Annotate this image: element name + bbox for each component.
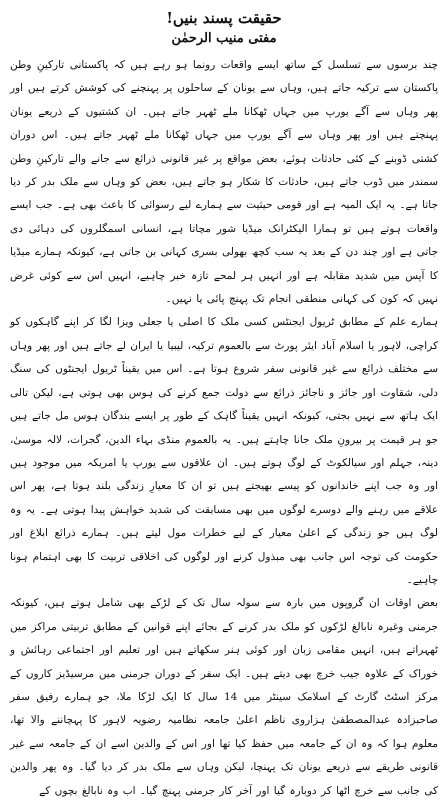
article-paragraph-3: بعض اوقات ان گروپوں میں بارہ سے سولہ سال تک کے لڑکے بھی شامل ہوتے ہیں، کیونکہ جرمنی وغیرہ نابالغ لڑکوں کو ملک بدر کرنے کے بجائے اپنے قوانین کے مطابق تربیتی مراکز میں ٹھہراتے ہیں، انہیں مقامی زبان اور کوئی ہنر سکھاتے ہیں اور تعلیم اور اجتماعی رہائش و خوراک کے علاوہ جیب خرچ بھی دیتے ہیں۔ ایک سفر کے دوران جرمنی میں مرسیڈیز کاروں کے مرکز اسٹٹ گارٹ کے اسلامک سینٹر میں 14 سال کا ایک لڑکا ملا، جو ہمارے رفیق سفر صاحبزادہ عبدالمصطفیٰ ہزاروی ناظم اعلیٰ جامعہ نظامیہ رضویہ لاہور کا پہچاننے والا تھا، معلوم ہوا کہ وہ ان کے جامعہ میں حفظ کیا تھا اور اس کے والدین اسے ان کے جامعہ سے غیر قانونی طریقے سے ذریعے یونان تک پہنچا، لیکن وہاں سے ملک بدر کر دیا گیا۔ وہ پھر والدین کی جانب سے خرچ اٹھا کر دوبارہ گیا اور آخر کار جرمنی پہنچ گیا۔ اب وہ نابالغ بچوں کے bbox=[10, 597, 438, 797]
article-title: حقیقت پسند بنیں! bbox=[166, 9, 282, 27]
article-paragraph-1: چند برسوں سے تسلسل کے ساتھ ایسے واقعات رونما ہو رہے ہیں کہ پاکستانی تارکینِ وطن پاکستان سے ترکیہ جاتے ہیں، وہاں سے یونان کے ساحلوں پر پہنچنے کی کوشش کرتے ہیں اور پھر وہاں سے آگے یورپ میں جہاں ٹھکانا ملے ٹھہر جاتے ہیں۔ ان کشتیوں کے ذریعے یونان پہنچتے ہیں اور پھر وہاں سے آگے یورپ میں جہاں ٹھکانا ملے ٹھہر جاتے ہیں۔ اس دوران کشتی ڈوبنے کے کئی حادثات ہوئے، بعض مواقع پر غیر قانونی ذرائع سے جانے والے تارکینِ وطن سمندر میں ڈوب جاتے ہیں، حادثات کا شکار ہو جاتے ہیں، بعض کو وہاں سے ملک بدر کر دیا جاتا ہے۔ یہ ایک المیہ ہے اور قومی حیثیت سے ہمارے لیے رسوائی کا باعث بھی ہے۔ جب ایسے واقعات ہوتے ہیں تو ہمارا الیکٹرانک میڈیا شور مچاتا ہے، انسانی اسمگلروں کی دہائی دی جاتی ہے اور چند دن کے بعد یہ سب کچھ بھولی بسری کہانی بن جاتی ہے، کیونکہ ہمارے میڈیا کا آپس میں شدید مقابلہ ہے اور انہیں ہر لمحے تازہ خبر چاہیے، انہیں اس سے کوئی غرض نہیں کہ کون کی کہانی منطقی انجام تک پہنچ پائی یا نہیں۔ bbox=[10, 59, 438, 306]
article-paragraph-2: ہمارے علم کے مطابق ٹریول ایجنٹس کسی ملک کا اصلی یا جعلی ویزا لگا کر اپنے گاہکوں کو کراچی، لاہور یا اسلام آباد ایئر پورٹ سے بالعموم ترکیہ، لیبیا یا ایران لے جاتے ہیں اور پھر وہاں سے مختلف ذرائع سے غیر قانونی سفر شروع ہوتا ہے۔ اس میں یقیناً ٹریول ایجنٹوں کی سنگ دلی، شقاوت اور جائز و ناجائز ذرائع سے دولت جمع کرنے کی ہوس بھی ہوتی ہے، لیکن تالی ایک ہاتھ سے نہیں بجتی، کیونکہ انہیں یقیناً گاہک کے طور پر ایسے بندگان ہوس مل جاتے ہیں جو ہر قیمت پر بیرونِ ملک جانا چاہتے ہیں۔ یہ بالعموم منڈی بہاء الدین، گجرات، لالہ موسیٰ، دینہ، جہلم اور سیالکوٹ کے لوگ ہوتے ہیں۔ ان علاقوں سے یورپ یا امریکہ میں موجود ہیں اور وہ جب اپنے خاندانوں کو پیسے بھیجتے ہیں تو ان کا معیارِ زندگی بلند ہوتا ہے، پھر اس علاقے میں رہنے والے دوسرے لوگوں میں بھی مسابقت کی شدید خواہش پیدا ہوتی ہے۔ یہ وہ لوگ ہیں جو زندگی کے اعلیٰ معیار کے لیے خطرات مول لیتے ہیں۔ ہمارے ذرائع ابلاغ اور حکومت کی توجہ اس جانب بھی مبذول کرنے اور لوگوں کی اخلاقی تربیت کا بھی اہتمام ہونا چاہیے۔ bbox=[10, 316, 438, 586]
article-author: مفتی منیب الرحمٰن bbox=[171, 31, 277, 46]
